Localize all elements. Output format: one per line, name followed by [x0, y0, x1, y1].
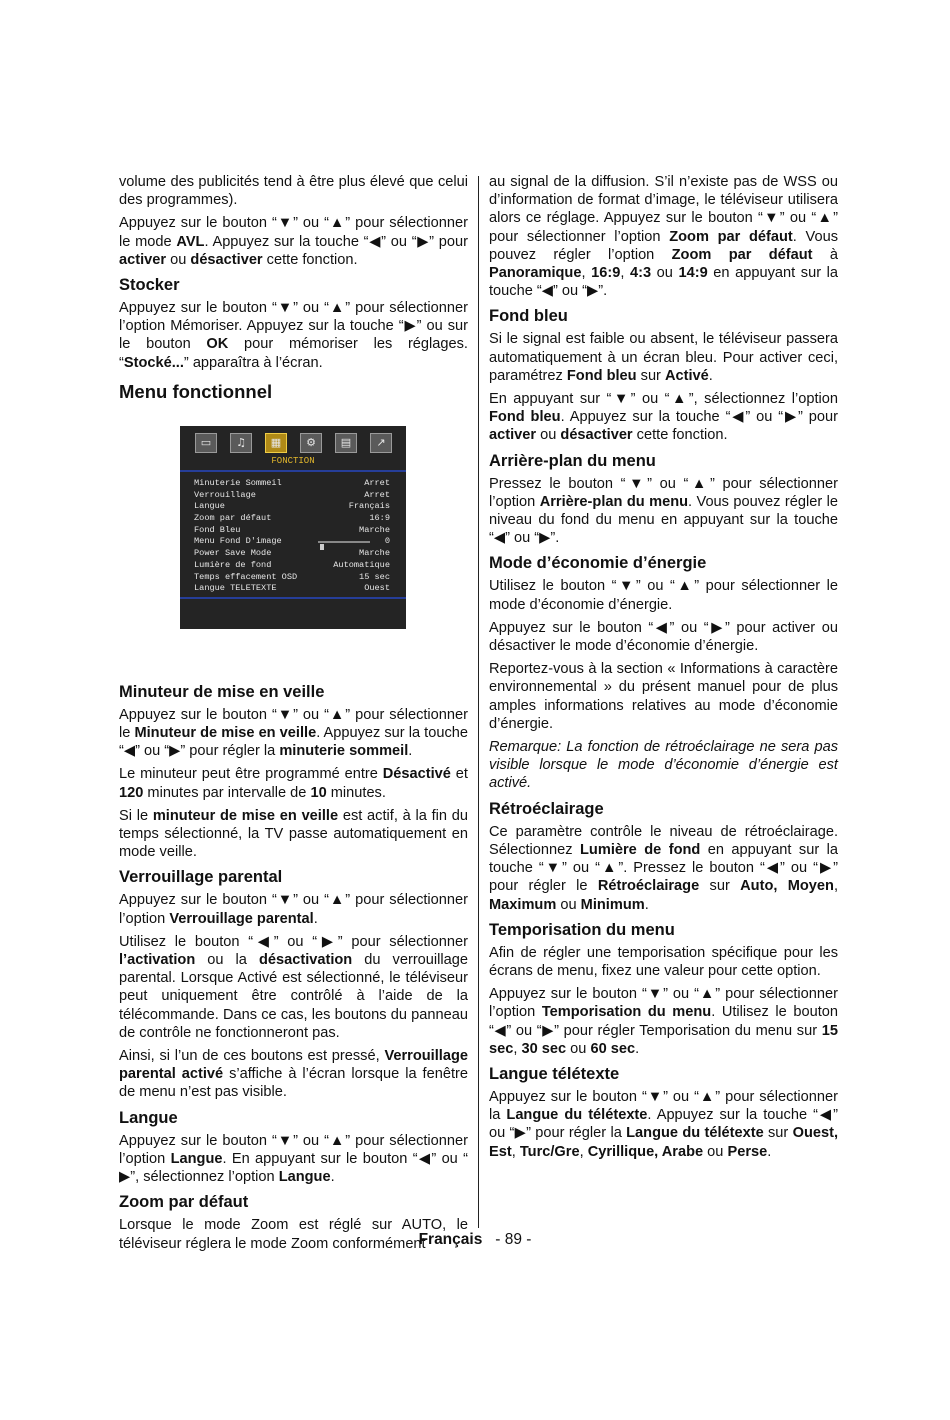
function-icon: ▦	[265, 433, 287, 453]
emphasis-text: Langue	[278, 1169, 331, 1186]
text-run: minutes par intervalle de	[143, 784, 311, 801]
text-run: Reportez-vous à la section « Informations à caractère environnemental » du présent manuel pour de plus amples informations relatives au mode d’économie d’énergie.	[489, 661, 838, 732]
text-run: Appuyez sur le bouton “▼” ou “▲” pour sélectionner l’option	[119, 1132, 468, 1167]
osd-row-value: Arret	[364, 489, 390, 500]
text-run: ou	[703, 1143, 728, 1160]
paragraph	[489, 475, 838, 548]
paragraph	[489, 390, 838, 445]
text-run: est actif, à la fin du temps sélectionné, la TV passe automatiquement en mode veille.	[119, 807, 468, 861]
text-run: ou la	[195, 952, 259, 969]
text-run: et	[450, 766, 468, 783]
emphasis-text: 10	[310, 784, 327, 801]
osd-menu-row	[194, 548, 390, 560]
osd-row-value: 16:9	[369, 513, 390, 524]
text-run: Utilisez le bouton “◀” ou “▶” pour sélectionner	[119, 933, 468, 950]
right-column	[489, 173, 838, 1166]
osd-row-label: Verrouillage	[194, 489, 256, 500]
paragraph	[119, 1132, 468, 1187]
text-run: .	[708, 367, 713, 384]
osd-row-label: Zoom par défaut	[194, 513, 272, 524]
osd-menu-row	[194, 525, 390, 537]
emphasis-text: Désactivé	[382, 766, 451, 783]
text-run: .	[644, 896, 649, 913]
text-run: cette fonction.	[262, 251, 358, 268]
text-run: Appuyez sur le bouton “▼” ou “▲” pour sélectionner l’option Mémoriser. Appuyez sur la touche “▶” ou sur le bouton	[119, 300, 468, 353]
text-run: Appuyez sur le bouton “◀” ou “▶” pour activer ou désactiver le mode d’économie d’énergie.	[489, 619, 838, 655]
text-run: . Appuyez sur la touche “◀” ou “▶” pour régler la	[489, 1107, 838, 1142]
osd-bottom-rule	[180, 597, 406, 599]
text-run: en appuyant sur la touche “▼” ou “▲”. Pressez le bouton “◀” ou “▶” pour régler le	[489, 841, 838, 895]
osd-settings-list	[194, 478, 390, 595]
emphasis-text: Cyrillique, Arabe	[587, 1143, 704, 1160]
paragraph	[119, 706, 468, 761]
osd-top-rule	[180, 470, 406, 472]
text-run: ou	[651, 265, 679, 282]
paragraph	[489, 944, 838, 980]
osd-row-value: 0	[384, 536, 390, 547]
text-run: ,	[620, 265, 630, 282]
text-run: Appuyez sur le bouton “▼” ou “▲” pour sélectionner le mode	[119, 215, 468, 250]
text-run: du verrouillage parental. Lorsque Activé est sélectionné, le téléviseur peut uniquement être contrôlé à l’aide de la télécommande. Dans ce cas, les boutons du panneau de contrôle ne fonctionneront pas.	[119, 952, 468, 1041]
section-heading-stocker: Stocker	[119, 276, 180, 295]
settings-icon: ⚙	[300, 433, 322, 453]
text-run: Si le	[119, 807, 153, 824]
emphasis-text: 16:9	[591, 265, 621, 282]
paragraph	[119, 1047, 468, 1102]
text-run: ,	[581, 265, 592, 282]
text-run: ou	[536, 427, 561, 444]
osd-row-label: Menu Fond D'image	[194, 536, 282, 547]
text-run: ,	[511, 1143, 520, 1160]
emphasis-text: Auto, Moyen	[740, 878, 834, 895]
text-run: . Appuyez sur la touche “◀” ou “▶” pour	[560, 409, 838, 426]
osd-row-value: Automatique	[333, 559, 390, 570]
text-run: . Appuyez sur la touche “◀” ou “▶” pour régler la	[119, 725, 468, 760]
paragraph	[489, 173, 838, 300]
osd-icon-bar	[195, 433, 395, 453]
paragraph	[489, 985, 838, 1058]
text-run: Ainsi, si l’un de ces boutons est pressé,	[119, 1048, 385, 1065]
emphasis-text: 4:3	[629, 265, 652, 282]
section-heading-temporisation: Temporisation du menu	[489, 920, 675, 939]
osd-row-label: Langue TELETEXTE	[194, 583, 277, 594]
paragraph	[119, 807, 468, 862]
osd-tab-label: FONCTION	[271, 456, 315, 466]
emphasis-text: désactivation	[258, 952, 353, 969]
section-heading-langue-teletexte: Langue télétexte	[489, 1064, 620, 1083]
osd-row-value: Français	[348, 501, 390, 512]
text-run: . Vous pouvez régler le niveau du fond du menu en appuyant sur la touche “◀” ou “▶”.	[489, 493, 838, 547]
section-heading-minuteur: Minuteur de mise en veille	[119, 682, 325, 701]
emphasis-text: Zoom par défaut	[671, 246, 813, 263]
emphasis-text: Fond bleu	[489, 409, 561, 426]
osd-row-label: Fond Bleu	[194, 524, 241, 535]
text-run: ,	[833, 878, 838, 895]
paragraph	[489, 660, 838, 733]
osd-row-label: Lumière de fond	[194, 559, 272, 570]
section-heading-arriere-plan: Arrière-plan du menu	[489, 451, 656, 470]
emphasis-text: Minimum	[580, 896, 645, 913]
emphasis-text: désactiver	[560, 427, 633, 444]
text-run: en appuyant sur la touche “◀” ou “▶”.	[489, 265, 839, 300]
emphasis-text: Stocké...	[123, 354, 184, 371]
text-run: . En appuyant sur le bouton “◀” ou “ ▶”, sélectionnez l’option	[119, 1150, 468, 1186]
paragraph	[119, 891, 468, 927]
text-run: ou	[566, 1040, 591, 1057]
page-footer	[0, 1231, 950, 1249]
emphasis-text: 14:9	[678, 265, 708, 282]
text-run: Lorsque le mode Zoom est réglé sur AUTO, le téléviseur réglera le mode Zoom conformément	[119, 1217, 468, 1252]
text-run: s’affiche à l’écran lorsque la fenêtre de menu n’est pas visible.	[119, 1066, 468, 1101]
text-run: Afin de régler une temporisation spécifique pour les écrans de menu, fixez une valeur pour cette option.	[489, 944, 838, 979]
osd-row-label: Minuterie Sommeil	[194, 478, 282, 488]
text-run: Pressez le bouton “▼” ou “▲” pour sélectionner l’option	[489, 475, 838, 510]
emphasis-text: Verrouillage parental	[169, 910, 314, 927]
text-run: Appuyez sur le bouton “▼” ou “▲” pour sélectionner le	[119, 706, 468, 742]
text-run: Le minuteur peut être programmé entre	[119, 766, 383, 783]
install-icon: ↗	[370, 433, 392, 453]
emphasis-text: activer	[119, 251, 167, 268]
footer-language: Français	[418, 1231, 483, 1248]
osd-menu-row	[194, 560, 390, 572]
text-run: .	[330, 1169, 335, 1186]
text-run: .	[635, 1040, 640, 1057]
text-run: sur	[636, 367, 665, 384]
emphasis-text: l’activation	[119, 952, 196, 969]
text-run: ou	[166, 251, 191, 268]
emphasis-text: Rétroéclairage	[597, 878, 700, 895]
left-column	[119, 173, 468, 1258]
text-run: Ce paramètre contrôle le niveau de rétroéclairage. Sélectionnez	[489, 823, 838, 858]
osd-level-slider	[318, 541, 370, 543]
emphasis-text: Temporisation du menu	[541, 1004, 712, 1021]
text-run: minutes.	[326, 784, 386, 801]
text-run: Si le signal est faible ou absent, le téléviseur passera automatiquement à un écran bleu. Pour activer ceci, paramétrez	[489, 331, 838, 384]
paragraph	[119, 765, 468, 801]
text-run: .	[408, 743, 413, 760]
sound-icon: ♫	[230, 433, 252, 453]
column-divider	[478, 176, 479, 1228]
text-run: ou	[556, 896, 581, 913]
emphasis-text: Minuteur de mise en veille	[134, 725, 317, 742]
remark-paragraph	[489, 738, 838, 793]
emphasis-text: Lumière de fond	[580, 841, 701, 858]
paragraph	[489, 1088, 838, 1161]
emphasis-text: Turc/Gre	[519, 1143, 580, 1160]
text-run: . Utilisez le bouton “◀” ou “▶” pour régler Temporisation du menu sur	[489, 1004, 838, 1039]
section-heading-zoom: Zoom par défaut	[119, 1193, 249, 1212]
emphasis-text: AVL	[176, 233, 205, 250]
text-run: pour mémoriser les réglages. “	[119, 336, 468, 371]
osd-menu-row	[194, 501, 390, 513]
section-heading-economie-energie: Mode d’économie d’énergie	[489, 554, 707, 573]
osd-menu-row	[194, 490, 390, 502]
emphasis-text: Ouest, Est	[489, 1125, 839, 1160]
emphasis-text: Langue du télétexte	[626, 1125, 764, 1142]
emphasis-text: activer	[489, 427, 537, 444]
osd-row-label: Langue	[194, 501, 225, 512]
osd-row-value: Arret	[364, 478, 390, 488]
osd-row-value: Marche	[359, 548, 390, 559]
paragraph	[119, 299, 468, 372]
picture-icon: ▭	[195, 433, 217, 453]
osd-menu-row	[194, 478, 390, 490]
osd-row-label: Temps effacement OSD	[194, 571, 298, 582]
page-number: - 89 -	[495, 1231, 532, 1248]
text-run: ,	[579, 1143, 588, 1160]
osd-menu-row	[194, 583, 390, 595]
text-run: . Vous pouvez régler l’option	[489, 228, 838, 263]
paragraph	[119, 214, 468, 269]
text-run: Appuyez sur le bouton “▼” ou “▲” pour sélectionner l’option	[489, 986, 838, 1021]
text-run: à	[812, 246, 839, 263]
emphasis-text: Activé	[664, 367, 709, 384]
emphasis-text: minuteur de mise en veille	[152, 807, 339, 824]
osd-menu-row	[194, 513, 390, 525]
text-run: Remarque: La fonction de rétroéclairage ne sera pas visible lorsque le mode d’économie d’énergie est activé.	[489, 739, 838, 792]
osd-menu-row	[194, 536, 390, 548]
text-run: ,	[513, 1040, 522, 1057]
paragraph	[119, 933, 468, 1042]
emphasis-text: Langue du télétexte	[506, 1107, 648, 1124]
text-run: cette fonction.	[632, 427, 728, 444]
emphasis-text: Arrière-plan du menu	[539, 493, 689, 510]
osd-row-value: 15 sec	[359, 571, 390, 582]
emphasis-text: 30 sec	[521, 1040, 567, 1057]
emphasis-text: Fond bleu	[566, 367, 637, 384]
osd-row-value: Ouest	[364, 583, 390, 594]
paragraph	[489, 823, 838, 914]
osd-menu-row	[194, 572, 390, 584]
section-heading-menu-fonctionnel: Menu fonctionnel	[119, 380, 273, 402]
emphasis-text: Langue	[170, 1150, 223, 1167]
emphasis-text: Zoom par défaut	[669, 228, 793, 245]
emphasis-text: 120	[119, 784, 144, 801]
text-run: au signal de la diffusion. S’il n’existe pas de WSS ou d’information de format d’image, le téléviseur utilisera alors ce réglage. Appuyez sur le bouton “▼” ou “▲” pour sélectionner l’option	[489, 174, 838, 245]
text-run: .	[767, 1143, 772, 1160]
section-heading-langue: Langue	[119, 1108, 178, 1127]
emphasis-text: Verrouillage parental activé	[119, 1048, 468, 1083]
emphasis-text: minuterie sommeil	[279, 743, 409, 760]
text-run: Appuyez sur le bouton “▼” ou “▲” pour sélectionner la	[489, 1088, 838, 1124]
osd-row-label: Power Save Mode	[194, 548, 272, 559]
emphasis-text: 15 sec	[489, 1022, 838, 1057]
text-run: sur	[699, 878, 741, 895]
emphasis-text: Perse	[727, 1143, 768, 1160]
text-run: . Appuyez sur la touche “◀” ou “▶” pour	[204, 233, 468, 250]
source-icon: ▤	[335, 433, 357, 453]
paragraph	[489, 330, 838, 385]
paragraph	[489, 577, 838, 613]
emphasis-text: 60 sec	[590, 1040, 636, 1057]
osd-function-menu-screenshot	[180, 426, 406, 629]
text-run: sur	[763, 1125, 793, 1142]
text-run: ” apparaîtra à l’écran.	[183, 354, 323, 371]
text-run: volume des publicités tend à être plus élevé que celui des programmes).	[119, 174, 468, 209]
osd-row-value: Marche	[359, 524, 390, 535]
section-heading-verrouillage: Verrouillage parental	[119, 868, 283, 887]
paragraph	[119, 173, 468, 209]
emphasis-text: Maximum	[489, 896, 557, 913]
emphasis-text: Panoramique	[489, 265, 582, 282]
section-heading-fond-bleu: Fond bleu	[489, 307, 568, 326]
text-run: .	[313, 910, 318, 927]
emphasis-text: désactiver	[190, 251, 263, 268]
text-run: Utilisez le bouton “▼” ou “▲” pour sélectionner le mode d’économie d’énergie.	[489, 578, 838, 613]
section-heading-retroeclairage: Rétroéclairage	[489, 799, 604, 818]
emphasis-text: OK	[206, 336, 229, 353]
text-run: En appuyant sur “▼” ou “▲”, sélectionnez l’option	[489, 391, 838, 408]
paragraph	[489, 619, 838, 655]
text-run: Appuyez sur le bouton “▼” ou “▲” pour sélectionner l’option	[119, 892, 468, 927]
